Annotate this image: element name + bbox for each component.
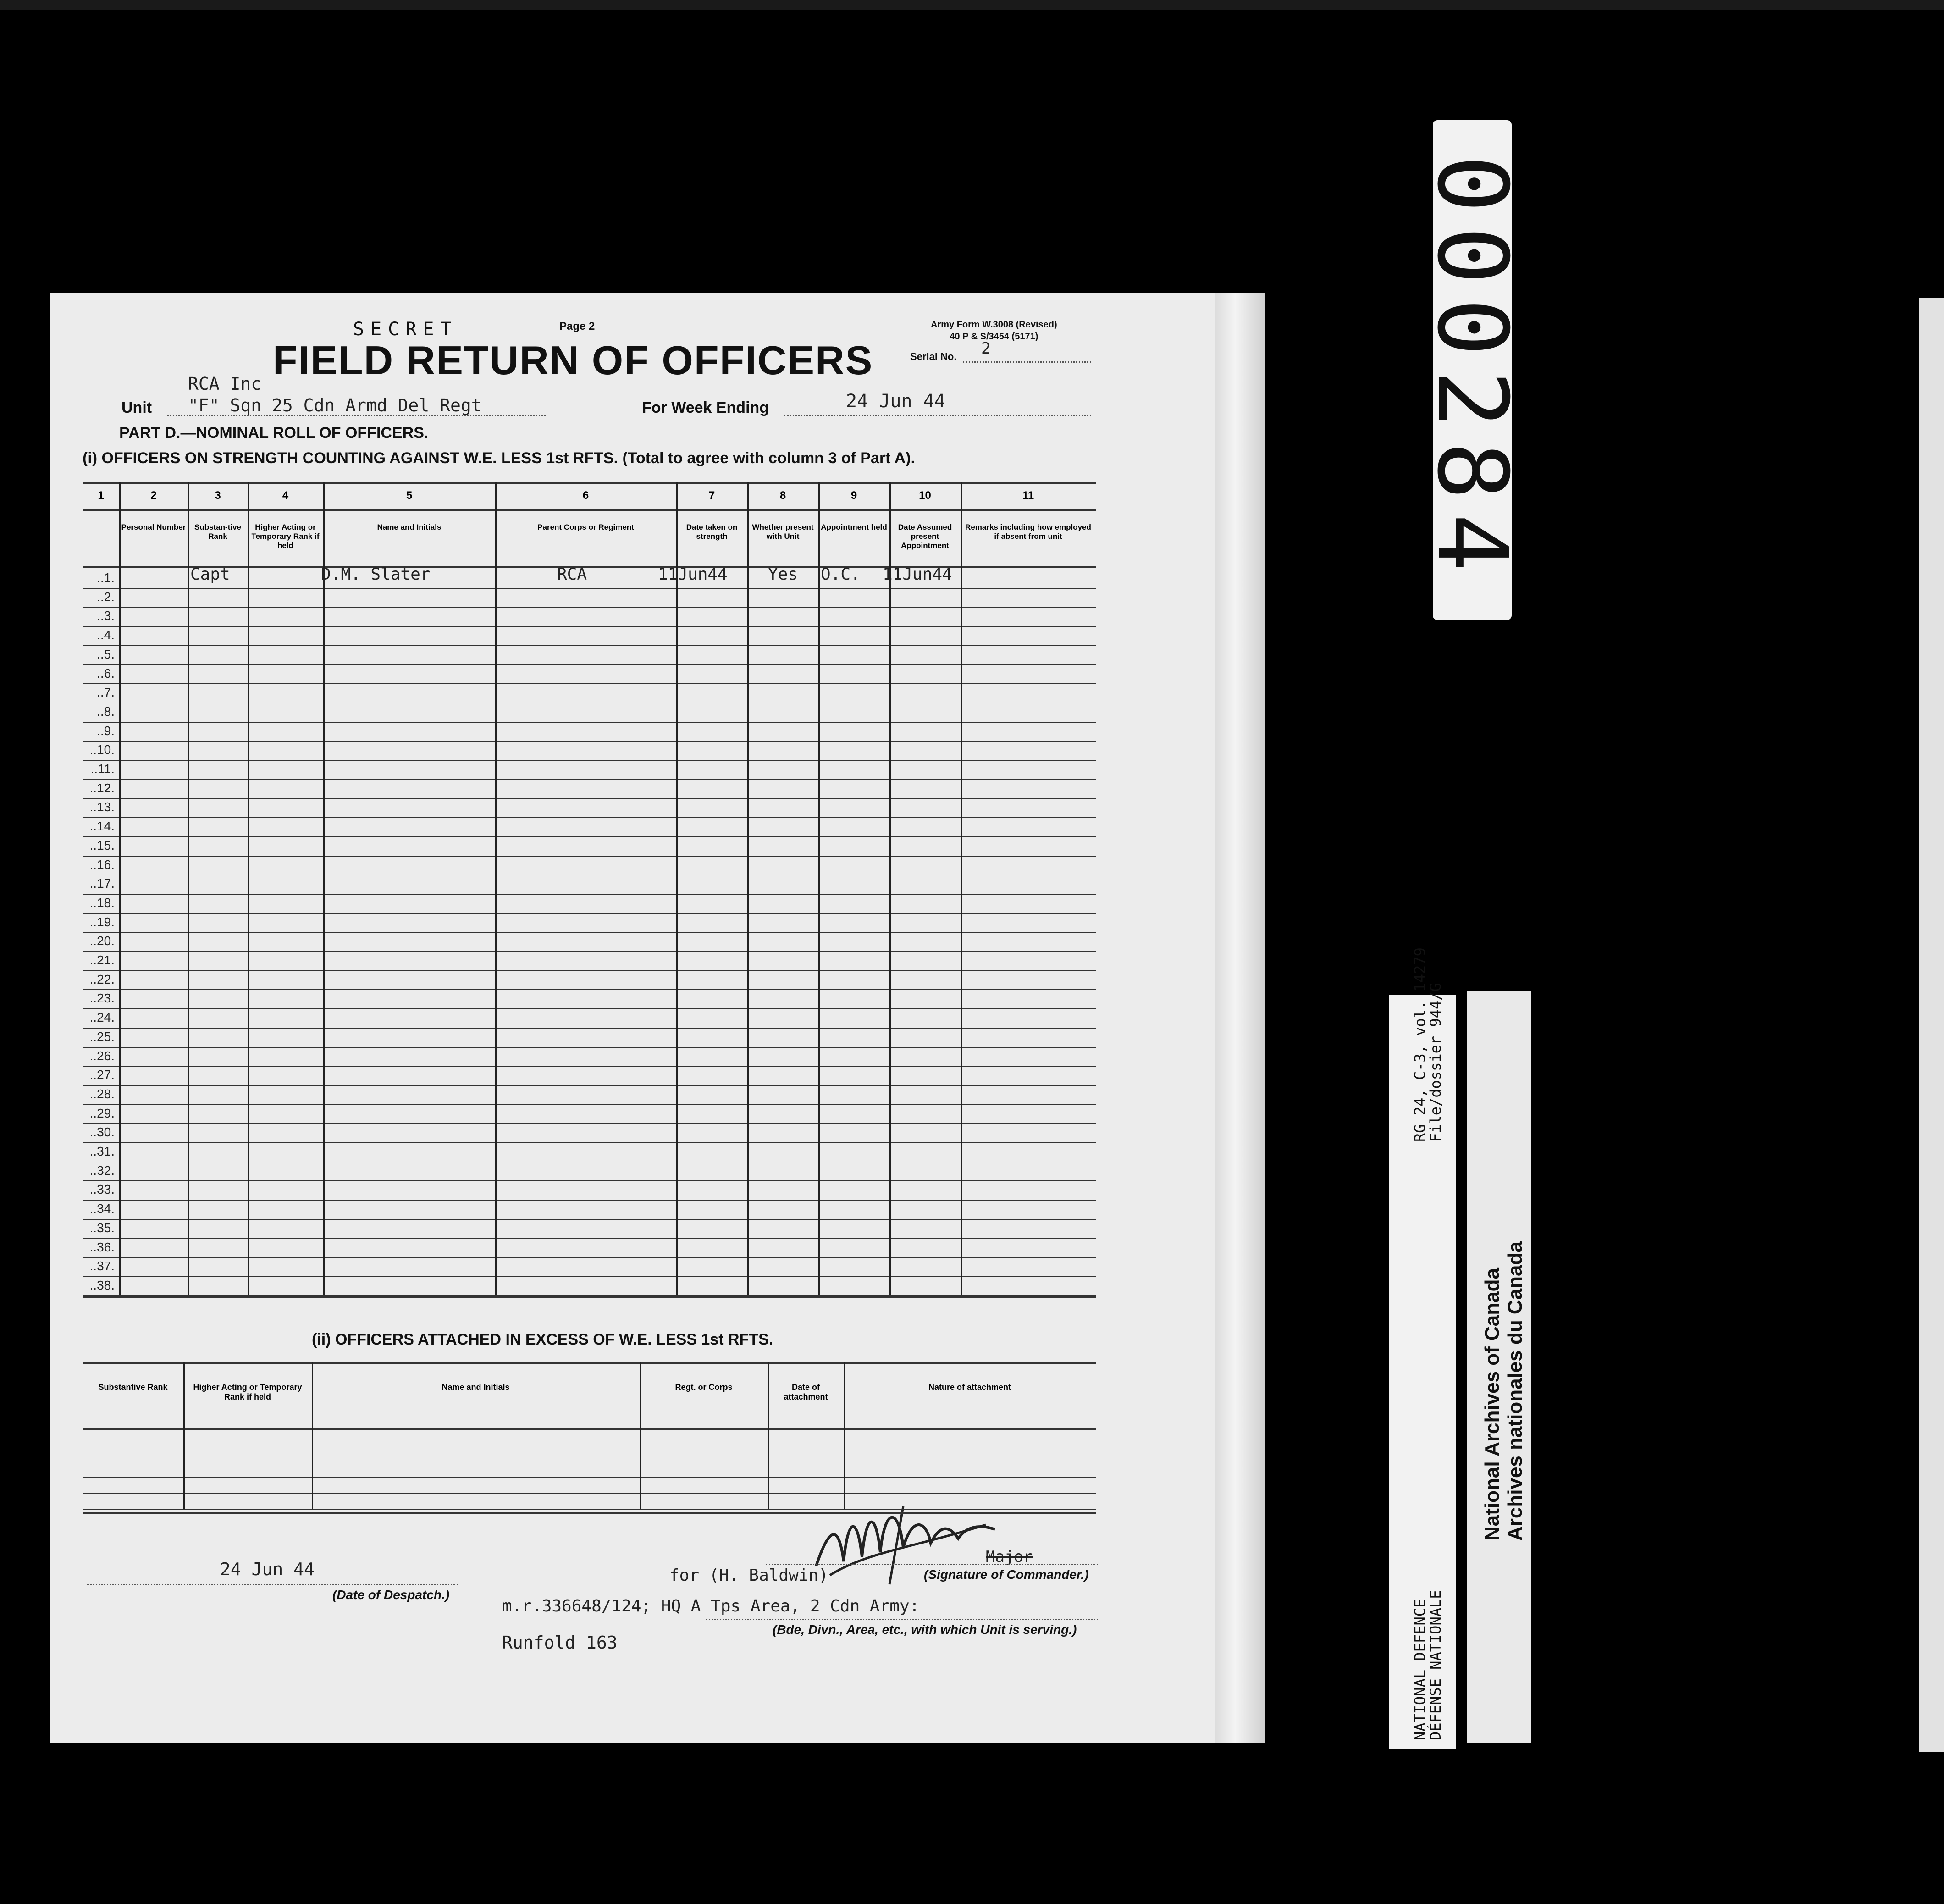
row-rule (83, 1219, 1096, 1220)
row-number: ..18. (89, 895, 115, 910)
table2-column-divider (640, 1362, 641, 1509)
army-form-line2: 40 P & S/3454 (5171) (950, 332, 1038, 342)
row-rule (83, 1123, 1096, 1124)
row-number: ..14. (89, 819, 115, 834)
bde-label: (Bde, Divn., Area, etc., with which Unit is serving.) (773, 1622, 1077, 1637)
location-note: Runfold 163 (502, 1633, 618, 1653)
row-number: ..38. (89, 1278, 115, 1292)
bde-dotted-line (706, 1619, 1098, 1620)
column-header: Date Assumed present Appointment (898, 523, 952, 550)
unit-dotted-line (167, 415, 546, 416)
row-number: ..17. (89, 876, 115, 891)
column-divider (676, 482, 678, 1295)
signature-label: (Signature of Commander.) (924, 1567, 1089, 1582)
table2-column-header: Regt. or Corps (675, 1383, 733, 1392)
archives-line1: National Archives of Canada (1481, 1268, 1503, 1541)
row-rule (83, 970, 1096, 971)
column-number: 4 (282, 489, 289, 502)
table2-row-rule (83, 1509, 1096, 1510)
section-ii-heading: (ii) OFFICERS ATTACHED IN EXCESS OF W.E. LESS 1st RFTS. (312, 1331, 773, 1348)
despatch-label: (Date of Despatch.) (332, 1588, 450, 1602)
row-number: ..13. (89, 800, 115, 814)
form-title: FIELD RETURN OF OFFICERS (273, 338, 873, 383)
column-number: 1 (98, 489, 104, 502)
table2-column-header: Higher Acting or Temporary Rank if held (193, 1383, 302, 1401)
unit-note: RCA Inc (188, 374, 262, 394)
row-number: ..7. (97, 685, 115, 700)
row-rule (83, 1085, 1096, 1086)
form-sheet (50, 293, 1215, 1743)
reference-line1: RG 24, C-3, vol. 14279 (1411, 947, 1429, 1142)
row-number: ..37. (89, 1259, 115, 1273)
column-divider (119, 482, 121, 1295)
column-divider (961, 482, 962, 1295)
sheet-fold-edge (1215, 293, 1265, 1743)
archive-reference (1412, 947, 1443, 1142)
national-archives-name (1481, 1241, 1527, 1541)
row-rule (83, 741, 1096, 742)
secret-marking: SECRET (353, 319, 458, 340)
column-number: 7 (708, 489, 715, 502)
row-number: ..8. (97, 704, 115, 719)
row-number: ..29. (89, 1106, 115, 1120)
column-number-rule (83, 509, 1096, 511)
army-form-id (931, 319, 1057, 343)
row-rule (83, 1008, 1096, 1009)
row-rule (83, 798, 1096, 799)
row-rule (83, 1238, 1096, 1239)
entry-date-appointment: 11Jun44 (883, 565, 952, 584)
row-number: ..12. (89, 780, 115, 795)
row-number: ..30. (89, 1125, 115, 1140)
entry-rank: Capt (190, 565, 230, 584)
row-number: ..26. (89, 1048, 115, 1063)
row-number: ..5. (97, 647, 115, 661)
column-divider (323, 482, 325, 1295)
entry-present: Yes (768, 565, 798, 584)
frame-number-card (1416, 120, 1529, 620)
column-header: Date taken on strength (686, 523, 738, 541)
national-archives-label (1467, 991, 1531, 1743)
row-number: ..6. (97, 666, 115, 681)
table2-column-divider (312, 1362, 313, 1509)
film-top-edge (0, 0, 1944, 10)
column-number: 10 (919, 489, 931, 502)
table2-top-rule (83, 1362, 1096, 1364)
row-number: ..27. (89, 1068, 115, 1082)
row-number: ..33. (89, 1182, 115, 1197)
row-rule (83, 1104, 1096, 1105)
frame-number: 000284 (1416, 155, 1529, 586)
row-rule (83, 683, 1096, 684)
row-number: ..3. (97, 609, 115, 623)
section-i-heading: (i) OFFICERS ON STRENGTH COUNTING AGAINST W.E. LESS 1st RFTS. (Total to agree with column 3 of Part A). (83, 449, 915, 467)
row-rule (83, 1142, 1096, 1143)
table-bottom-rule (83, 1296, 1096, 1298)
unit-serving-value: m.r.336648/124; HQ A Tps Area, 2 Cdn Army: (502, 1597, 920, 1616)
table2-column-header: Nature of attachment (928, 1383, 1011, 1392)
row-rule (83, 607, 1096, 608)
archives-line2: Archives nationales du Canada (1504, 1241, 1526, 1541)
row-rule (83, 664, 1096, 665)
row-rule (83, 951, 1096, 952)
row-rule (83, 1180, 1096, 1181)
table2-header-rule (83, 1428, 1096, 1430)
department-name (1412, 1590, 1443, 1740)
despatch-dotted-line (87, 1584, 458, 1585)
row-number: ..19. (89, 914, 115, 929)
row-rule (83, 722, 1096, 723)
row-number: ..10. (89, 742, 115, 757)
column-number: 6 (582, 489, 589, 502)
department-line2: DÉFENSE NATIONALE (1427, 1590, 1444, 1740)
row-number: ..35. (89, 1220, 115, 1235)
column-number: 11 (1022, 489, 1034, 502)
row-number: ..25. (89, 1029, 115, 1044)
table2-row-rule (83, 1493, 1096, 1494)
table2-column-divider (844, 1362, 845, 1509)
column-header: Appointment held (821, 523, 887, 531)
row-rule (83, 626, 1096, 627)
signature-dotted-line (766, 1564, 1098, 1565)
row-number: ..32. (89, 1163, 115, 1178)
column-number: 5 (406, 489, 413, 502)
row-rule (83, 836, 1096, 837)
unit-value: "F" Sqn 25 Cdn Armd Del Regt (188, 395, 482, 415)
row-rule (83, 1066, 1096, 1067)
entry-corps: RCA (557, 565, 587, 584)
row-rule (83, 760, 1096, 761)
column-number: 9 (850, 489, 857, 502)
column-divider (188, 482, 189, 1295)
column-number: 3 (215, 489, 221, 502)
row-rule (83, 989, 1096, 990)
row-number: ..9. (97, 723, 115, 738)
row-rule (83, 588, 1096, 589)
table2-column-header: Substantive Rank (98, 1383, 168, 1392)
column-header: Whether present with Unit (752, 523, 814, 541)
row-number: ..31. (89, 1144, 115, 1158)
row-rule (83, 1028, 1096, 1029)
row-number: ..22. (89, 972, 115, 986)
week-ending-label: For Week Ending (642, 399, 769, 416)
row-rule (83, 1276, 1096, 1277)
row-rule (83, 1200, 1096, 1201)
table-top-rule (83, 482, 1096, 484)
army-form-line1: Army Form W.3008 (Revised) (931, 320, 1057, 330)
week-ending-value: 24 Jun 44 (846, 391, 945, 412)
row-number: ..34. (89, 1201, 115, 1216)
row-rule (83, 1047, 1096, 1048)
entry-date-tos: 11Jun44 (658, 565, 728, 584)
column-header: Remarks including how employed if absent from unit (965, 523, 1091, 541)
serial-value: 2 (981, 339, 991, 358)
department-line1: NATIONAL DEFENCE (1411, 1599, 1429, 1740)
row-rule (83, 817, 1096, 818)
commander-rank: Major (986, 1548, 1033, 1566)
column-number: 2 (150, 489, 157, 502)
row-number: ..28. (89, 1086, 115, 1101)
column-divider (495, 482, 497, 1295)
serial-dotted-line (963, 361, 1091, 363)
row-number: ..4. (97, 628, 115, 642)
week-dotted-line (784, 415, 1091, 416)
unit-label: Unit (122, 399, 152, 416)
column-header: Higher Acting or Temporary Rank if held (251, 523, 320, 550)
row-number: ..21. (89, 953, 115, 967)
entry-name: D.M. Slater (321, 565, 431, 584)
adjacent-page-edge (1919, 298, 1944, 1752)
part-d-heading: PART D.—NOMINAL ROLL OF OFFICERS. (119, 424, 429, 442)
column-divider (248, 482, 249, 1295)
row-rule (83, 932, 1096, 933)
serial-label: Serial No. (910, 351, 957, 362)
row-number: ..36. (89, 1240, 115, 1254)
row-number: ..15. (89, 838, 115, 852)
row-number: ..2. (97, 589, 115, 604)
table2-column-header: Name and Initials (442, 1383, 510, 1392)
column-divider (818, 482, 820, 1295)
table2-bottom-rule (83, 1512, 1096, 1514)
reference-line2: File/dossier 944/G (1427, 983, 1444, 1142)
row-number: ..1. (97, 570, 115, 585)
table2-column-divider (768, 1362, 769, 1509)
table2-column-header: Date of attachment (784, 1383, 828, 1401)
table2-column-divider (183, 1362, 185, 1509)
column-header: Substan-tive Rank (194, 523, 242, 541)
row-rule (83, 894, 1096, 895)
commander-name: for (H. Baldwin) (669, 1566, 828, 1585)
row-rule (83, 1257, 1096, 1258)
table2-row-rule (83, 1477, 1096, 1478)
row-rule (83, 913, 1096, 914)
row-number: ..23. (89, 991, 115, 1006)
row-number: ..24. (89, 1010, 115, 1025)
entry-appointment: O.C. (821, 565, 861, 584)
column-divider (747, 482, 749, 1295)
column-header: Personal Number (121, 523, 186, 531)
column-header: Parent Corps or Regiment (537, 523, 634, 531)
row-number: ..16. (89, 857, 115, 872)
row-rule (83, 779, 1096, 780)
page-number: Page 2 (559, 320, 595, 332)
archive-reference-label (1389, 947, 1456, 1749)
row-number: ..20. (89, 934, 115, 948)
column-divider (889, 482, 891, 1295)
row-number: ..11. (90, 762, 115, 776)
row-rule (83, 856, 1096, 857)
column-number: 8 (779, 489, 786, 502)
despatch-date-value: 24 Jun 44 (220, 1559, 315, 1579)
row-rule (83, 645, 1096, 646)
column-header: Name and Initials (377, 523, 442, 531)
